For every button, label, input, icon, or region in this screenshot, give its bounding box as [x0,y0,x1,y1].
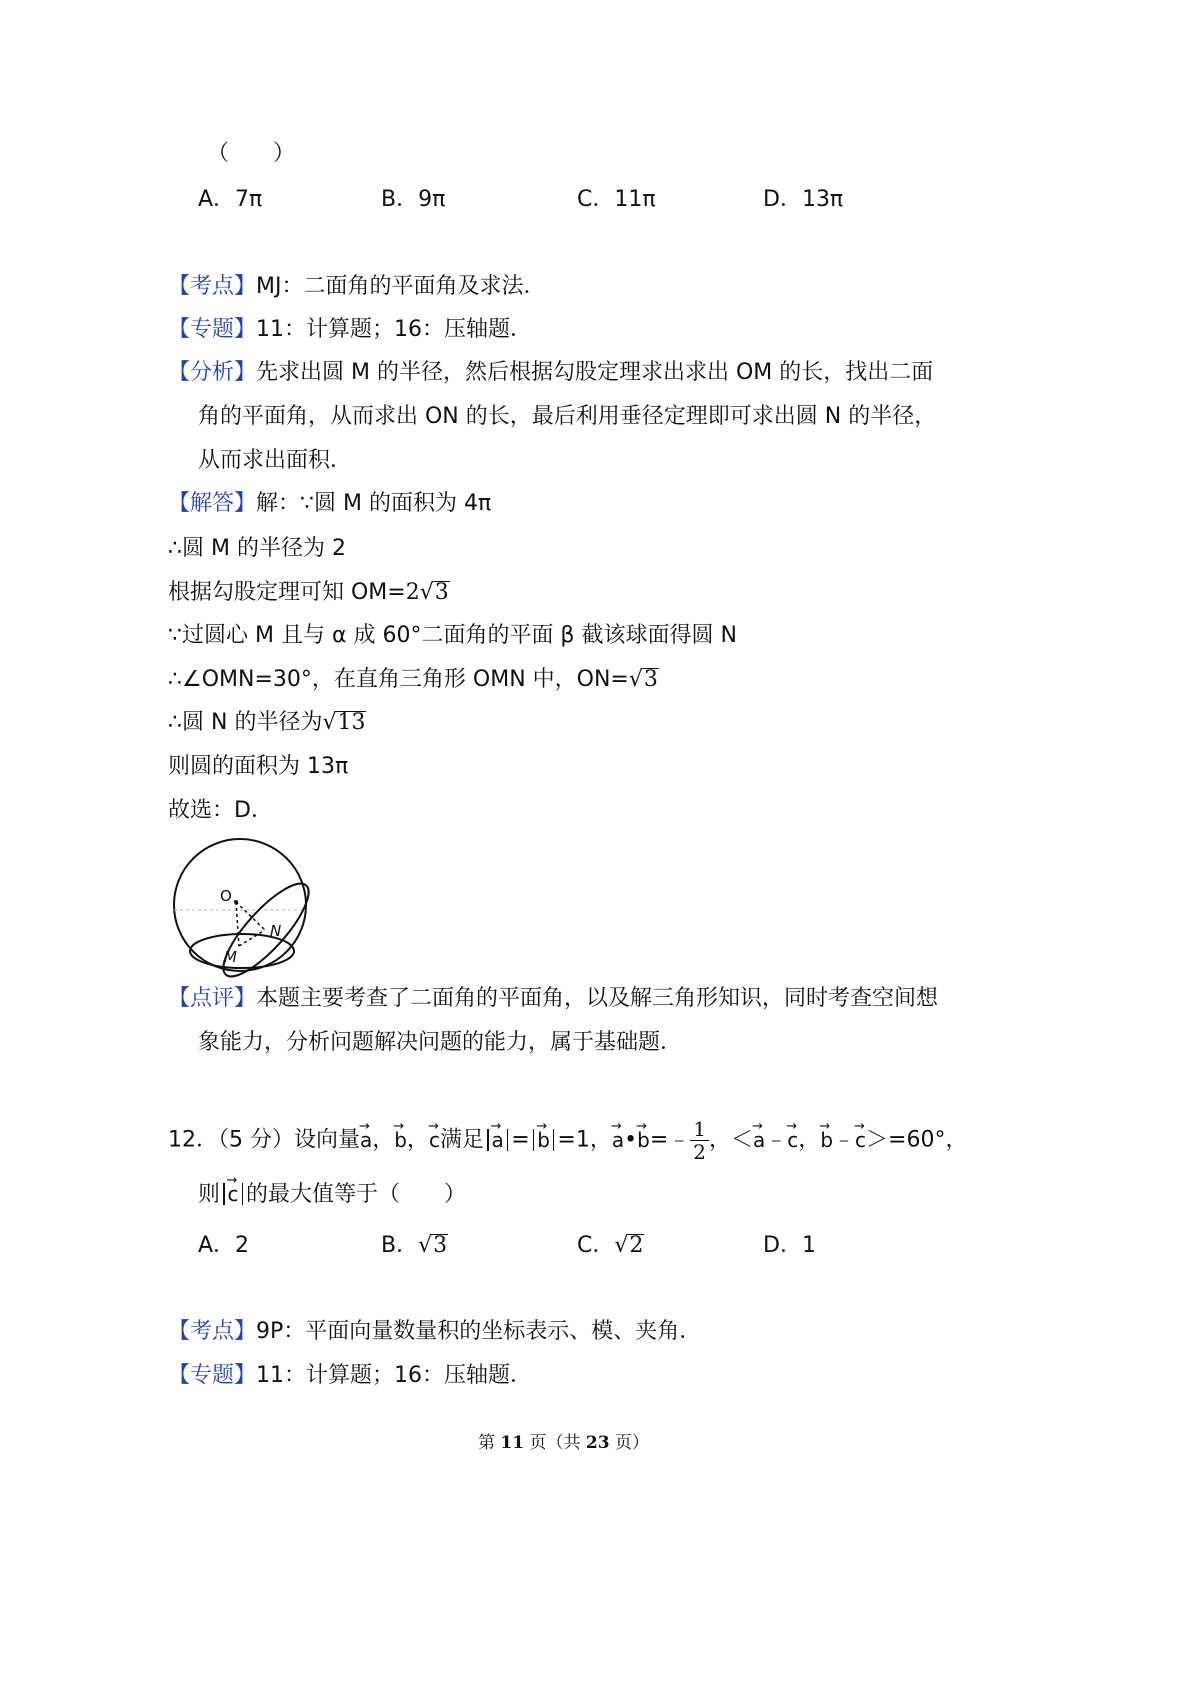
dianping-text-1: 本题主要考查了二面角的平面角，以及解三角形知识，同时考查空间想 [256,986,939,1011]
fenxi-text-3: 从而求出面积． [198,448,353,473]
q12-zhuanti-text: 11：计算题；16：压轴题． [256,1363,533,1388]
jieda-line [168,489,491,519]
fenxi-tag: 【分析】 [168,360,257,385]
step-4-text: ∴∠OMN=30°，在直角三角形 OMN 中，ON= [168,667,629,692]
dianping-line-1 [168,984,938,1014]
question-12-line-1: 12．（5 分）设向量→ a，→ b，→ c满足→ a =→ b =1，→ a•→ b=﹣ $\frac{1}{2}$ ，＜→ a﹣→ c，→ b﹣→ c＞=60°， [168,1118,967,1163]
radius-value: √13 [322,710,366,735]
segment-on [236,902,265,930]
question-12-line-2: 则→ c 的最大值等于（ ） [198,1179,466,1210]
step-5-text: ∴圆 N 的半径为 [168,710,323,735]
page-number: 11 [500,1433,525,1453]
q12-zhuanti-line [168,1361,532,1391]
step-1: ∴圆 M 的半径为 2 [168,536,346,561]
vector-a: → a [360,1123,372,1157]
fenxi-line-1 [168,358,933,388]
option-c: C．11π [577,187,656,212]
segment-om [236,902,239,946]
vector-b: → b [394,1123,407,1157]
jieda-tag: 【解答】 [168,491,257,516]
option-b: B．9π [381,187,446,212]
kaodian-text: MJ：二面角的平面角及求法． [256,274,546,299]
q12-option-d: D．1 [763,1233,816,1258]
page-footer: 第 11 页（共 23 页） [478,1433,649,1453]
fenxi-text-2: 角的平面角，从而求出 ON 的长，最后利用垂径定理即可求出圆 N 的半径， [198,404,937,429]
label-n: N [270,922,282,940]
step-4 [168,665,659,695]
q12-kaodian-tag: 【考点】 [168,1319,257,1344]
option-a: A．7π [198,187,263,212]
sphere-figure [160,838,320,978]
q12-option-b: B．√3 [381,1233,448,1258]
answer-paren: （ ） [207,141,296,166]
sphere-outline [174,839,306,971]
zhuanti-tag: 【专题】 [168,317,257,342]
step-5 [168,708,366,738]
option-d: D．13π [763,187,844,212]
kaodian-tag: 【考点】 [168,274,257,299]
zhuanti-text: 11：计算题；16：压轴题． [256,317,533,342]
fenxi-text-1: 先求出圆 M 的半径，然后根据勾股定理求出求出 OM 的长，找出二面 [256,360,934,385]
step-2-text: 根据勾股定理可知 OM= [168,580,406,605]
dianping-text-2: 象能力，分析问题解决问题的能力，属于基础题． [198,1030,683,1055]
label-o: O [220,887,232,905]
step-7: 故选：D． [168,798,273,823]
step-6: 则圆的面积为 13π [168,754,349,779]
label-m: M [224,948,237,966]
q12-zhuanti-tag: 【专题】 [168,1363,257,1388]
jieda-text: 解：∵圆 M 的面积为 4π [256,491,492,516]
segment-mn [239,930,265,946]
q12-number: 12．（5 分）设向量 [168,1127,360,1153]
point-o [234,900,238,904]
fraction-half: $\frac{1}{2}$ [690,1118,709,1163]
om-value: 2√3 [405,580,449,605]
on-value: √3 [628,667,658,692]
dianping-tag: 【点评】 [168,986,257,1011]
kaodian-line [168,272,546,302]
q12-satisfy: 满足 [440,1127,485,1153]
vector-c: → c [429,1123,440,1157]
q12-option-c: C．√2 [577,1233,644,1258]
step-3: ∵过圆心 M 且与 α 成 60°二面角的平面 β 截该球面得圆 N [168,623,737,648]
q12-option-a: A．2 [198,1233,250,1258]
total-pages: 23 [585,1433,610,1453]
step-2 [168,578,450,608]
q12-kaodian-text: 9P：平面向量数量积的坐标表示、模、夹角． [256,1319,702,1344]
zhuanti-line [168,315,532,345]
q12-kaodian-line [168,1317,701,1347]
